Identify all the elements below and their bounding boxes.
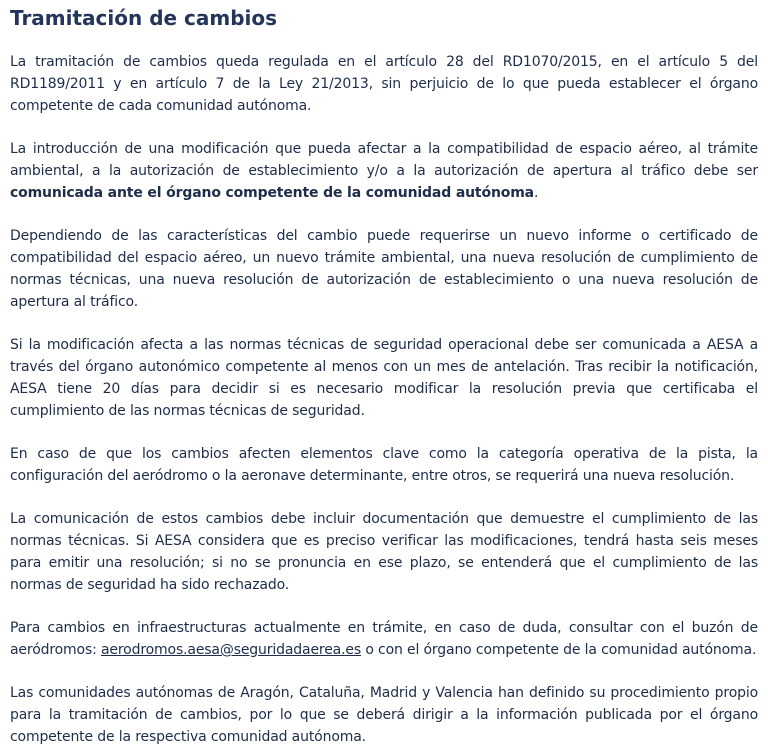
paragraph-communication: [10, 138, 758, 204]
paragraph-communication-end: .: [533, 185, 539, 201]
email-link[interactable]: aerodromos.aesa@seguridadaerea.es: [100, 642, 362, 658]
page-title: Tramitación de cambios: [10, 6, 278, 30]
paragraph-documentation: La comunicación de estos cambios debe incluir documentación que demuestre el cumplimiento de las normas técnicas. Si AESA considera que es preciso verificar las modificaciones, tendrá hasta seis meses para emitir una resolución; si no se pronuncia en ese plazo, se entenderá que el cumplimiento de las normas de seguridad ha sido rechazado.: [10, 511, 758, 593]
paragraph-regulation: La tramitación de cambios queda regulada en el artículo 28 del RD1070/2015, en el artículo 5 del RD1189/2011 y en artículo 7 de la Ley 21/2013, sin perjuicio de lo que pueda establecer el órgano competente de cada comunidad autónoma.: [10, 54, 758, 114]
paragraph-communication-text: La introducción de una modificación que pueda afectar a la compatibilidad de espacio aéreo, al trámite ambiental, a la autorización de establecimiento y/o a la autorización de apertura al tráfico debe ser: [10, 141, 758, 179]
communication-emphasis: comunicada ante el órgano competente de la comunidad autónoma: [10, 185, 534, 201]
paragraph-aesa-notification: Si la modificación afecta a las normas técnicas de seguridad operacional debe ser comunicada a AESA a través del órgano autonómico competente al menos con un mes de antelación. Tras recibir la notificación, AESA tiene 20 días para decidir si es necesario modificar la resolución previa que certificaba el cumplimiento de las normas técnicas de seguridad.: [10, 337, 758, 419]
paragraph-key-elements: En caso de que los cambios afecten elementos clave como la categoría operativa de la pista, la configuración del aeródromo o la aeronave determinante, entre otros, se requerirá una nueva resolución.: [10, 446, 758, 484]
paragraph-regional-procedures: Las comunidades autónomas de Aragón, Cataluña, Madrid y Valencia han definido su procedimiento propio para la tramitación de cambios, por lo que se deberá dirigir a la información publicada por el órgano competente de la respectiva comunidad autónoma.: [10, 685, 758, 745]
paragraph-contact-end: o con el órgano competente de la comunidad autónoma.: [361, 642, 757, 658]
paragraph-requirements: Dependiendo de las características del cambio puede requerirse un nuevo informe o certificado de compatibilidad del espacio aéreo, un nuevo trámite ambiental, una nueva resolución de cumplimiento de normas técnicas, una nueva resolución de autorización de establecimiento o una nueva resolución de apertura al tráfico.: [10, 228, 758, 310]
paragraph-contact-text: Para cambios en infraestructuras actualmente en trámite, en caso de duda, consultar con el buzón de aeródromos:: [10, 620, 758, 658]
paragraph-contact: [10, 617, 758, 661]
